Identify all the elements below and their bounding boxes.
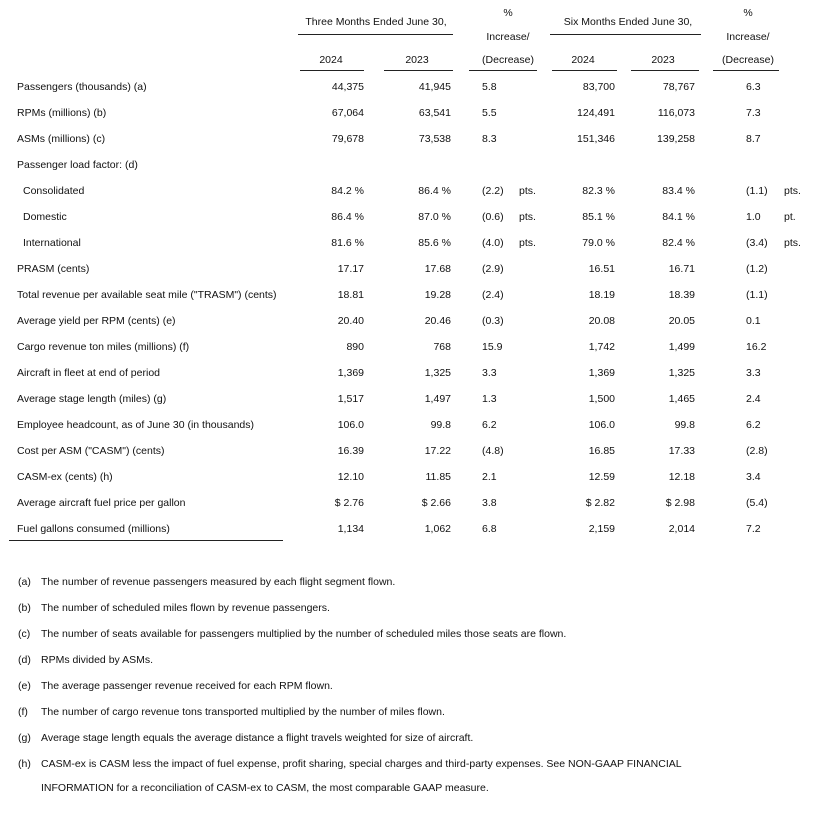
- cell-three-months-pct: 1.3: [482, 393, 497, 405]
- cell-three-months-unit: pts.: [519, 237, 536, 249]
- cell-three-months-2023: 41,945: [418, 81, 451, 93]
- footnote-text: The number of scheduled miles flown by revenue passengers.: [41, 602, 330, 614]
- footnote-text-continued: INFORMATION for a reconciliation of CASM-ex to CASM, the most comparable GAAP measure.: [41, 782, 489, 794]
- cell-six-months-2024: 1,500: [588, 393, 615, 405]
- cell-six-months-2024: 20.08: [588, 315, 615, 327]
- cell-three-months-pct: (0.6): [482, 211, 504, 223]
- cell-six-months-pct: 8.7: [746, 133, 761, 145]
- footnote-text: The average passenger revenue received for each RPM flown.: [41, 680, 333, 692]
- cell-six-months-pct: 3.3: [746, 367, 761, 379]
- three-months-year-2023: 2023: [405, 54, 429, 66]
- footnote-mark: (f): [18, 706, 28, 718]
- cell-three-months-2024: 16.39: [337, 445, 364, 457]
- row-label: Fuel gallons consumed (millions): [17, 523, 170, 535]
- six-months-decrease-label: (Decrease): [722, 54, 774, 66]
- cell-six-months-2023: 139,258: [657, 133, 695, 145]
- cell-three-months-pct: 6.8: [482, 523, 497, 535]
- cell-three-months-2024: 18.81: [337, 289, 364, 301]
- row-label: Cost per ASM ("CASM") (cents): [17, 445, 165, 457]
- cell-six-months-2024: 12.59: [588, 471, 615, 483]
- cell-three-months-2024: 12.10: [337, 471, 364, 483]
- row-label: Passenger load factor: (d): [17, 159, 138, 171]
- cell-six-months-2024: 124,491: [577, 107, 615, 119]
- cell-three-months-2024: 67,064: [331, 107, 364, 119]
- cell-six-months-unit: pts.: [784, 185, 801, 197]
- cell-six-months-2023: 20.05: [668, 315, 695, 327]
- cell-three-months-2023: 11.85: [425, 471, 451, 483]
- cell-six-months-pct: (2.8): [746, 445, 768, 457]
- row-label: International: [23, 237, 81, 249]
- cell-three-months-pct: (4.0): [482, 237, 504, 249]
- footnote-text: Average stage length equals the average distance a flight travels weighted for size of aircraft.: [41, 732, 474, 744]
- row-label: Domestic: [23, 211, 67, 223]
- cell-six-months-pct: 3.4: [746, 471, 761, 483]
- header-rule: [631, 70, 699, 71]
- cell-six-months-2024: 151,346: [577, 133, 615, 145]
- footnote-mark: (h): [18, 758, 31, 770]
- cell-three-months-unit: pts.: [519, 211, 536, 223]
- cell-six-months-2023: 84.1 %: [662, 211, 695, 223]
- cell-six-months-pct: (1.2): [746, 263, 768, 275]
- cell-three-months-pct: (2.2): [482, 185, 504, 197]
- footnote-mark: (d): [18, 654, 31, 666]
- cell-three-months-2024: 44,375: [331, 81, 364, 93]
- cell-three-months-2023: 19.28: [424, 289, 451, 301]
- three-months-title: Three Months Ended June 30,: [305, 16, 447, 28]
- header-rule: [713, 70, 779, 71]
- table-bottom-rule: [9, 540, 283, 541]
- cell-six-months-2023: 2,014: [668, 523, 695, 535]
- cell-six-months-pct: (1.1): [746, 185, 768, 197]
- cell-three-months-2023: 1,497: [424, 393, 451, 405]
- three-months-year-2024: 2024: [319, 54, 343, 66]
- six-months-pct-symbol: %: [743, 7, 753, 19]
- row-label: Average yield per RPM (cents) (e): [17, 315, 176, 327]
- cell-six-months-pct: (5.4): [746, 497, 768, 509]
- cell-three-months-2024: 81.6 %: [331, 237, 364, 249]
- cell-six-months-2024: 82.3 %: [582, 185, 615, 197]
- six-months-year-2023: 2023: [651, 54, 675, 66]
- cell-six-months-2023: 78,767: [662, 81, 695, 93]
- cell-six-months-2023: 1,325: [668, 367, 695, 379]
- footnote-mark: (a): [18, 576, 31, 588]
- cell-three-months-2024: 1,134: [337, 523, 364, 535]
- row-label: RPMs (millions) (b): [17, 107, 107, 119]
- header-rule: [469, 70, 537, 71]
- cell-six-months-2023: 116,073: [657, 107, 695, 119]
- cell-three-months-pct: 6.2: [482, 419, 497, 431]
- row-label: Total revenue per available seat mile ("TRASM") (cents): [17, 289, 277, 301]
- footnote-mark: (c): [18, 628, 31, 640]
- cell-three-months-2024: 17.17: [337, 263, 364, 275]
- cell-three-months-2024: 86.4 %: [331, 211, 364, 223]
- header-rule: [298, 34, 453, 35]
- footnote-text: CASM-ex is CASM less the impact of fuel expense, profit sharing, special charges and third-party expenses. See NON-GAAP FINANCIAL: [41, 758, 682, 770]
- three-months-increase-label: Increase/: [486, 31, 530, 43]
- cell-six-months-2023: 83.4 %: [662, 185, 695, 197]
- footnote-mark: (e): [18, 680, 31, 692]
- cell-six-months-2023: 16.71: [668, 263, 695, 275]
- header-rule: [550, 34, 701, 35]
- footnote-text: The number of revenue passengers measured by each flight segment flown.: [41, 576, 396, 588]
- row-label: Employee headcount, as of June 30 (in thousands): [17, 419, 254, 431]
- cell-six-months-pct: (3.4): [746, 237, 768, 249]
- six-months-title: Six Months Ended June 30,: [563, 16, 693, 28]
- cell-six-months-2024: 83,700: [582, 81, 615, 93]
- cell-three-months-pct: 5.5: [482, 107, 497, 119]
- cell-three-months-pct: 5.8: [482, 81, 497, 93]
- row-label: Aircraft in fleet at end of period: [17, 367, 160, 379]
- cell-three-months-2023: 1,062: [424, 523, 451, 535]
- cell-six-months-pct: 2.4: [746, 393, 761, 405]
- cell-three-months-2024: 20.40: [337, 315, 364, 327]
- row-label: ASMs (millions) (c): [17, 133, 106, 145]
- cell-six-months-2023: $ 2.98: [665, 497, 695, 509]
- cell-three-months-2023: 768: [433, 341, 451, 353]
- cell-six-months-2024: 79.0 %: [582, 237, 615, 249]
- cell-three-months-2023: 17.22: [424, 445, 451, 457]
- cell-three-months-2023: 73,538: [418, 133, 451, 145]
- row-label: Cargo revenue ton miles (millions) (f): [17, 341, 190, 353]
- cell-six-months-pct: 7.3: [746, 107, 761, 119]
- three-months-decrease-label: (Decrease): [482, 54, 534, 66]
- cell-six-months-pct: 6.3: [746, 81, 761, 93]
- row-label: Consolidated: [23, 185, 85, 197]
- footnote-mark: (g): [18, 732, 31, 744]
- header-rule: [552, 70, 617, 71]
- row-label: Passengers (thousands) (a): [17, 81, 147, 93]
- cell-six-months-2023: 18.39: [668, 289, 695, 301]
- cell-three-months-pct: 2.1: [482, 471, 497, 483]
- cell-six-months-pct: 1.0: [746, 211, 761, 223]
- cell-six-months-2024: 18.19: [588, 289, 615, 301]
- cell-three-months-2023: 86.4 %: [418, 185, 451, 197]
- cell-six-months-2024: 16.85: [588, 445, 615, 457]
- row-label: Average stage length (miles) (g): [17, 393, 167, 405]
- cell-three-months-pct: 15.9: [482, 341, 503, 353]
- cell-six-months-2023: 1,499: [668, 341, 695, 353]
- six-months-year-2024: 2024: [571, 54, 595, 66]
- cell-six-months-unit: pt.: [784, 211, 796, 223]
- footnote-text: RPMs divided by ASMs.: [41, 654, 154, 666]
- cell-three-months-2023: $ 2.66: [421, 497, 451, 509]
- footnote-text: The number of seats available for passengers multiplied by the number of scheduled miles those seats are flown.: [41, 628, 567, 640]
- header-rule: [384, 70, 453, 71]
- cell-six-months-pct: 6.2: [746, 419, 761, 431]
- cell-six-months-pct: 0.1: [746, 315, 761, 327]
- cell-six-months-2024: 2,159: [588, 523, 615, 535]
- six-months-increase-label: Increase/: [726, 31, 770, 43]
- cell-six-months-2024: 1,742: [588, 341, 615, 353]
- row-label: CASM-ex (cents) (h): [17, 471, 113, 483]
- cell-six-months-2023: 99.8: [674, 419, 695, 431]
- cell-three-months-2023: 63,541: [418, 107, 451, 119]
- cell-three-months-2024: 84.2 %: [331, 185, 364, 197]
- cell-three-months-pct: 8.3: [482, 133, 497, 145]
- cell-six-months-2023: 82.4 %: [662, 237, 695, 249]
- cell-three-months-pct: (2.9): [482, 263, 504, 275]
- cell-six-months-2023: 12.18: [668, 471, 695, 483]
- cell-three-months-pct: 3.8: [482, 497, 497, 509]
- cell-six-months-2024: 85.1 %: [582, 211, 615, 223]
- cell-six-months-pct: 7.2: [746, 523, 761, 535]
- cell-three-months-2024: 106.0: [337, 419, 364, 431]
- cell-three-months-pct: (2.4): [482, 289, 504, 301]
- cell-three-months-2023: 20.46: [424, 315, 451, 327]
- footnote-mark: (b): [18, 602, 31, 614]
- cell-six-months-pct: 16.2: [746, 341, 767, 353]
- cell-six-months-unit: pts.: [784, 237, 801, 249]
- cell-six-months-2024: 16.51: [588, 263, 615, 275]
- cell-three-months-2023: 85.6 %: [418, 237, 451, 249]
- header-rule: [300, 70, 364, 71]
- cell-three-months-pct: (0.3): [482, 315, 504, 327]
- footnote-text: The number of cargo revenue tons transported multiplied by the number of miles flown.: [41, 706, 445, 718]
- cell-three-months-2023: 17.68: [424, 263, 451, 275]
- cell-three-months-2024: 890: [346, 341, 364, 353]
- row-label: PRASM (cents): [17, 263, 90, 275]
- cell-three-months-2024: 1,369: [337, 367, 364, 379]
- cell-three-months-2023: 99.8: [430, 419, 451, 431]
- cell-three-months-pct: 3.3: [482, 367, 497, 379]
- row-label: Average aircraft fuel price per gallon: [17, 497, 186, 509]
- cell-three-months-2024: $ 2.76: [334, 497, 364, 509]
- cell-six-months-2024: 106.0: [588, 419, 615, 431]
- three-months-pct-symbol: %: [503, 7, 513, 19]
- cell-six-months-pct: (1.1): [746, 289, 768, 301]
- cell-three-months-2023: 1,325: [424, 367, 451, 379]
- cell-three-months-2023: 87.0 %: [418, 211, 451, 223]
- cell-three-months-unit: pts.: [519, 185, 536, 197]
- cell-three-months-2024: 79,678: [331, 133, 364, 145]
- cell-three-months-2024: 1,517: [337, 393, 364, 405]
- cell-six-months-2024: 1,369: [588, 367, 615, 379]
- cell-six-months-2024: $ 2.82: [585, 497, 615, 509]
- cell-six-months-2023: 17.33: [668, 445, 695, 457]
- cell-six-months-2023: 1,465: [668, 393, 695, 405]
- cell-three-months-pct: (4.8): [482, 445, 504, 457]
